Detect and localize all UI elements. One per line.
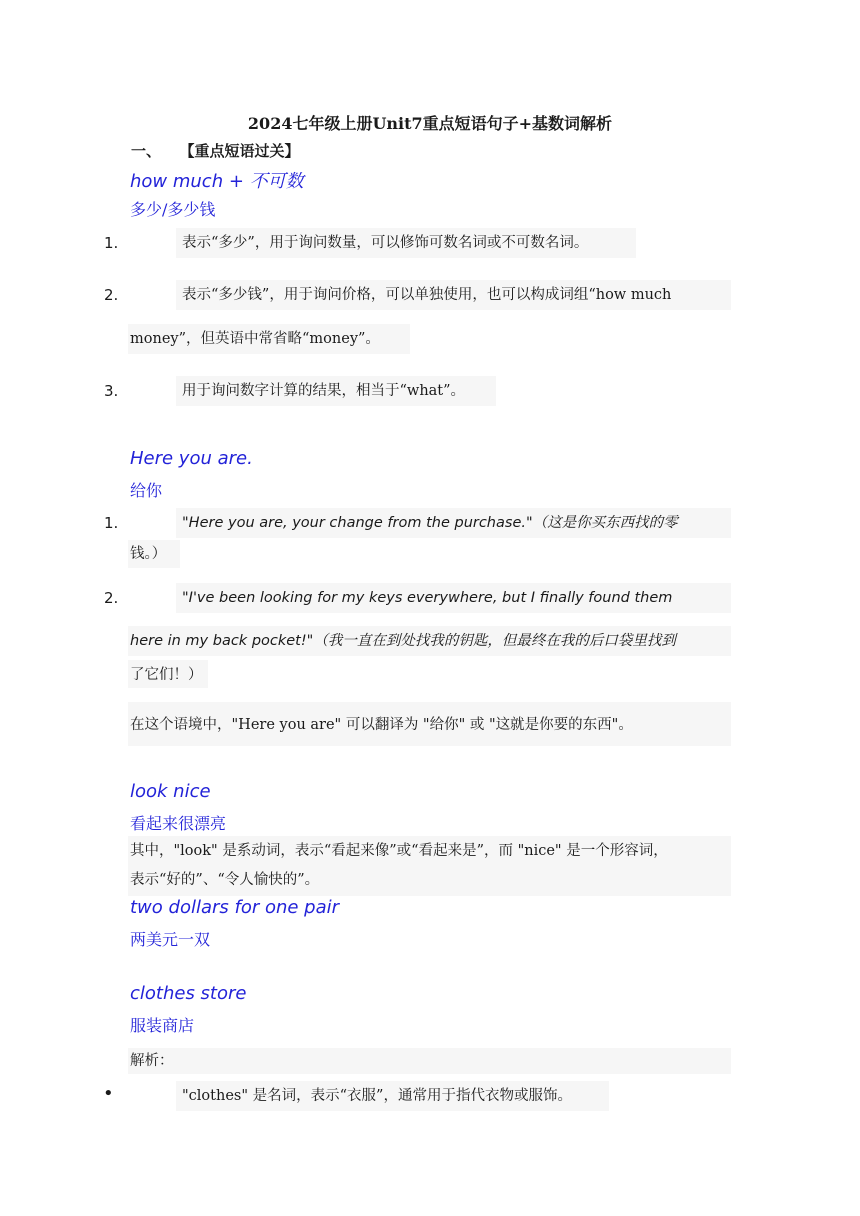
list-item-text: 钱。） [130, 546, 167, 562]
list-number: 1. [104, 234, 119, 252]
phrase-clothes-store: clothes store [130, 983, 247, 1004]
list-item-text: "Here you are, your change from the purchase."（这是你买东西找的零 [182, 515, 678, 531]
list-item-text: 用于询问数字计算的结果，相当于“what”。 [182, 383, 466, 399]
phrase-here-you-are: Here you are. [130, 448, 253, 469]
section-number: 一、 [131, 142, 162, 160]
section-title: 【重点短语过关】 [187, 142, 300, 160]
list-number: 3. [104, 382, 119, 400]
meaning-look-nice: 看起来很漂亮 [130, 814, 227, 833]
analysis-label: 解析： [130, 1053, 174, 1069]
phrase-how-much: how much + 不可数 [130, 171, 304, 192]
bullet-text: "clothes" 是名词，表示“衣服”，通常用于指代衣物或服饰。 [182, 1088, 572, 1104]
bullet-icon: • [103, 1083, 114, 1104]
note-text: 在这个语境中，"Here you are" 可以翻译为 "给你" 或 "这就是你要的东西"。 [130, 717, 633, 733]
explanation-text: 其中，"look" 是系动词，表示“看起来像”或“看起来是”，而 "nice" 是一个形容词， [130, 843, 668, 859]
meaning-two-dollars: 两美元一双 [130, 930, 211, 949]
list-item-text: 表示“多少”，用于询问数量，可以修饰可数名词或不可数名词。 [182, 235, 589, 251]
list-item-text: 表示“多少钱”，用于询问价格，可以单独使用，也可以构成词组“how much [182, 287, 672, 303]
meaning-here-you-are: 给你 [130, 481, 163, 500]
phrase-two-dollars: two dollars for one pair [130, 897, 340, 918]
list-item-text: "I've been looking for my keys everywhere, but I finally found them [182, 590, 673, 606]
explanation-text: 表示“好的”、“令人愉快的”。 [130, 872, 320, 888]
document-title: 2024七年级上册Unit7重点短语句子+基数词解析 [247, 114, 613, 133]
list-item-text: money”，但英语中常省略“money”。 [130, 331, 380, 347]
list-item-text: here in my back pocket!"（我一直在到处找我的钥匙，但最终在我的后口袋里找到 [130, 633, 676, 649]
phrase-look-nice: look nice [130, 781, 211, 802]
list-item-text: 了它们！） [130, 667, 203, 683]
list-number: 2. [104, 589, 119, 607]
meaning-clothes-store: 服装商店 [130, 1016, 195, 1035]
shaded-block [128, 1048, 731, 1074]
meaning-how-much: 多少/多少钱 [130, 200, 216, 219]
list-number: 1. [104, 514, 119, 532]
list-number: 2. [104, 286, 119, 304]
section-heading [131, 140, 300, 161]
